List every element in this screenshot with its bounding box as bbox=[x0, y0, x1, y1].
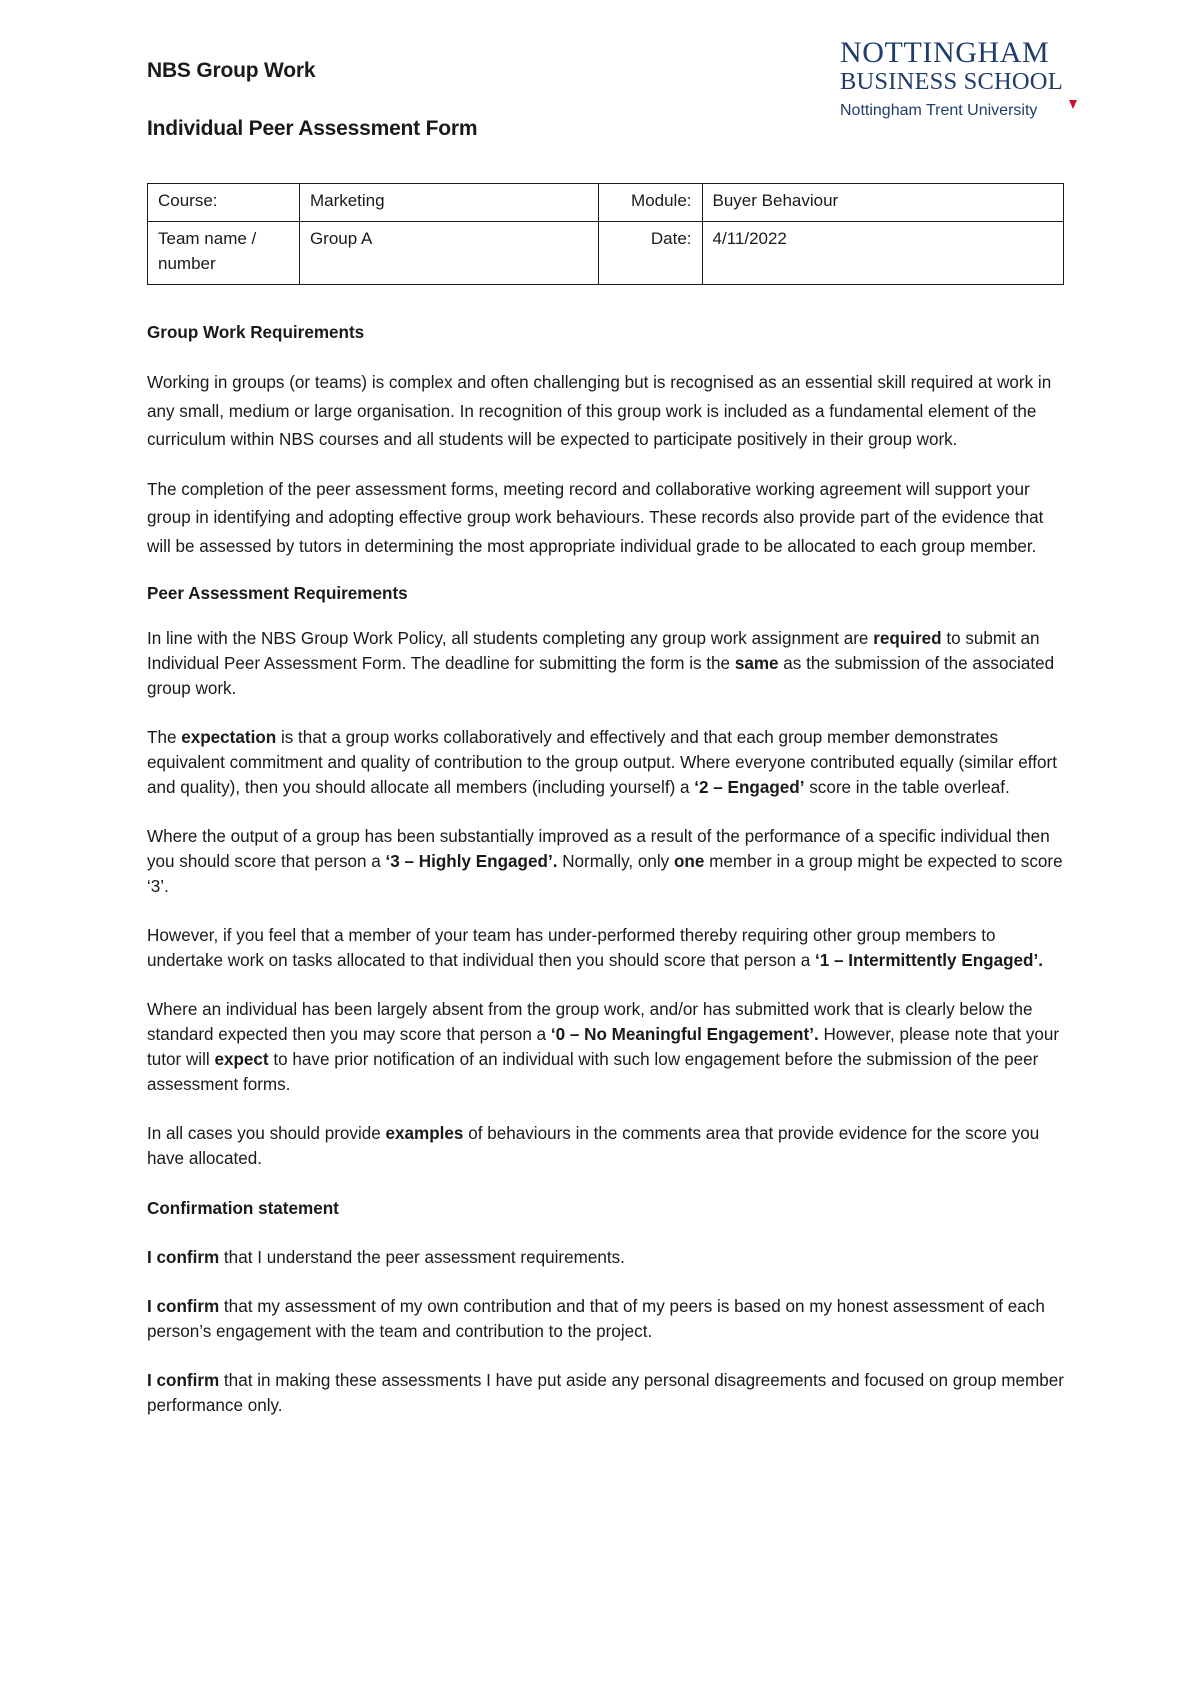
logo-text-university bbox=[840, 102, 1080, 120]
logo-text-nottingham: NOTTINGHAM bbox=[840, 36, 1050, 69]
date-label: Date: bbox=[599, 222, 702, 285]
group-work-heading: Group Work Requirements bbox=[147, 323, 365, 342]
date-value: 4/11/2022 bbox=[702, 222, 1063, 285]
module-value: Buyer Behaviour bbox=[702, 184, 1063, 222]
peer-paragraph-5: Where an individual has been largely absent from the group work, and/or has submitted work that is clearly below the standard expected then you may score that person a ‘0 – No Meaningful Engagement’. However, please note that your tutor will expect to have prior notification of an individual with such low engagement before the submission of the peer assessment forms. bbox=[147, 1000, 1060, 1094]
confirmation-statement-1: I confirm that I understand the peer assessment requirements. bbox=[147, 1248, 625, 1267]
peer-paragraph-2: The expectation is that a group works collaboratively and effectively and that each group member demonstrates equivalent commitment and quality of contribution to the group output. Where everyone contributed equally (similar effort and quality), then you should allocate all members (including yourself) a ‘2 – Engaged’ score in the table overleaf. bbox=[147, 728, 1057, 797]
logo-shield-icon bbox=[1069, 100, 1077, 109]
peer-assessment-heading: Peer Assessment Requirements bbox=[147, 584, 408, 603]
confirmation-statement-3: I confirm that in making these assessments I have put aside any personal disagreements and focused on group member performance only. bbox=[147, 1371, 1064, 1415]
table-row bbox=[148, 222, 1064, 285]
confirmation-heading: Confirmation statement bbox=[147, 1199, 339, 1218]
team-label: Team name / number bbox=[148, 222, 300, 285]
course-value: Marketing bbox=[299, 184, 598, 222]
group-work-paragraph-2: The completion of the peer assessment forms, meeting record and collaborative working agreement will support your group in identifying and adopting effective group work behaviours. These records also provide part of the evidence that will be assessed by tutors in determining the most appropriate individual grade to be allocated to each group member. bbox=[147, 479, 1044, 556]
document-title: NBS Group Work bbox=[147, 59, 316, 82]
peer-paragraph-4: However, if you feel that a member of your team has under-performed thereby requiring other group members to undertake work on tasks allocated to that individual then you should score that person a ‘1 – Intermittently Engaged’. bbox=[147, 926, 1043, 970]
nottingham-business-school-logo bbox=[840, 38, 1080, 120]
group-work-paragraph-1: Working in groups (or teams) is complex and often challenging but is recognised as an essential skill required at work in any small, medium or large organisation. In recognition of this group work is included as a fundamental element of the curriculum within NBS courses and all students will be expected to participate positively in their group work. bbox=[147, 373, 1052, 449]
form-title: Individual Peer Assessment Form bbox=[147, 117, 478, 140]
peer-paragraph-3: Where the output of a group has been substantially improved as a result of the performance of a specific individual then you should score that person a ‘3 – Highly Engaged’. Normally, only one member in a group might be expected to score ‘3’. bbox=[147, 827, 1063, 896]
table-row bbox=[148, 184, 1064, 222]
document-body bbox=[147, 320, 1067, 1418]
logo-university-name: Nottingham Trent University bbox=[840, 101, 1038, 119]
peer-paragraph-1: In line with the NBS Group Work Policy, all students completing any group work assignment are required to submit an Individual Peer Assessment Form. The deadline for submitting the form is the same as the submission of the associated group work. bbox=[147, 629, 1055, 698]
module-label: Module: bbox=[599, 184, 702, 222]
team-value: Group A bbox=[299, 222, 598, 285]
peer-paragraph-6: In all cases you should provide examples of behaviours in the comments area that provide evidence for the score you have allocated. bbox=[147, 1124, 1040, 1168]
logo-text-business-school: BUSINESS SCHOOL bbox=[840, 68, 1063, 95]
course-info-table bbox=[147, 183, 1064, 285]
course-label: Course: bbox=[148, 184, 300, 222]
confirmation-statement-2: I confirm that my assessment of my own contribution and that of my peers is based on my honest assessment of each person’s engagement with the team and contribution to the project. bbox=[147, 1297, 1045, 1341]
